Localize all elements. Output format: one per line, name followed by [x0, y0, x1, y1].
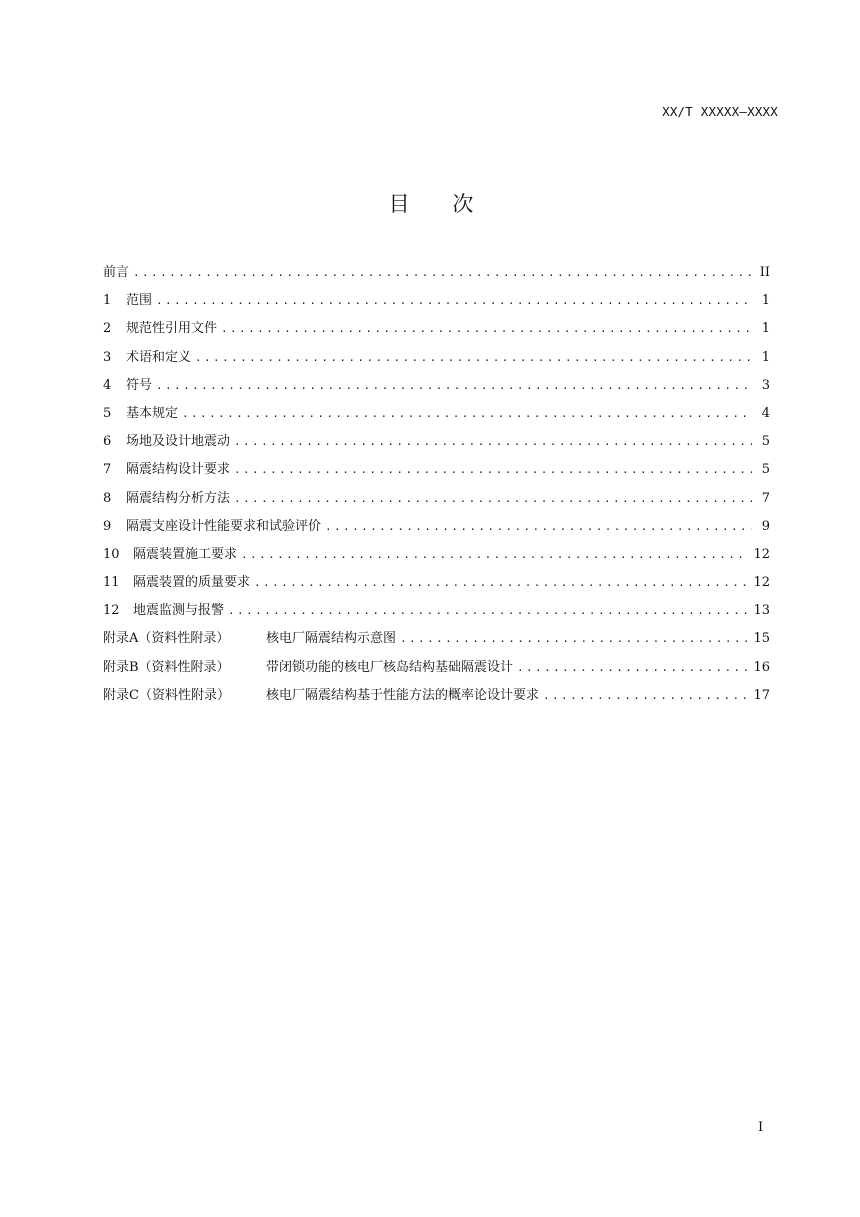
toc-entry-page: 4 — [761, 405, 770, 421]
toc-entry-label: 地震监测与报警 — [133, 603, 225, 619]
toc-dot-leader — [517, 661, 747, 674]
toc-entry-page: 16 — [753, 659, 770, 675]
toc-entry-label: 前言 — [103, 265, 130, 280]
toc-entry-page: 7 — [761, 490, 770, 506]
toc-entry-7[interactable] — [103, 458, 770, 486]
toc-entry-6[interactable] — [103, 430, 770, 458]
toc-dot-leader — [325, 520, 752, 533]
toc-entry-number: 5 — [103, 405, 112, 421]
toc-entry-label: 隔震装置的质量要求 — [133, 575, 251, 591]
toc-entry-4[interactable] — [103, 374, 770, 402]
toc-entry-label: 核电厂隔震结构示意图 — [266, 631, 397, 647]
toc-dot-leader — [254, 576, 747, 589]
toc-dot-leader — [156, 294, 752, 307]
toc-entry-page: 3 — [761, 377, 770, 393]
toc-dot-leader — [543, 689, 747, 702]
toc-entry-10[interactable] — [103, 543, 770, 571]
toc-entry-page: 17 — [753, 687, 770, 703]
toc-entry-number: 11 — [103, 575, 120, 591]
toc-dot-leader — [234, 463, 752, 476]
toc-entry-page: 5 — [761, 462, 770, 478]
toc-entry-number: 6 — [103, 434, 112, 450]
toc-entry-label: 核电厂隔震结构基于性能方法的概率论设计要求 — [266, 687, 540, 703]
toc-dot-leader — [182, 407, 752, 420]
toc-entry-page: 12 — [753, 546, 770, 562]
page-number: I — [758, 1120, 764, 1135]
toc-entry-5[interactable] — [103, 402, 770, 430]
toc-entry-number: 9 — [103, 518, 112, 534]
toc-dot-leader — [234, 492, 752, 505]
toc-entry-page: 9 — [761, 518, 770, 534]
toc-entry-page: 13 — [753, 603, 770, 619]
toc-entry-number: 附录C（资料性附录） — [103, 687, 230, 703]
toc-entry-page: 1 — [761, 321, 770, 337]
toc-entry-appendix-b[interactable] — [103, 656, 770, 684]
toc-dot-leader — [133, 266, 752, 279]
page-title: 目 次 — [388, 192, 492, 216]
toc-entry-page: 1 — [761, 293, 770, 309]
toc-entry-9[interactable] — [103, 515, 770, 543]
toc-dot-leader — [241, 548, 747, 561]
toc-entry-label: 隔震装置施工要求 — [133, 546, 238, 562]
toc-entry-page: II — [759, 265, 770, 280]
toc-dot-leader — [195, 351, 752, 364]
toc-entry-page: 15 — [753, 631, 770, 647]
toc-entry-label: 规范性引用文件 — [126, 321, 218, 337]
toc-entry-page: 1 — [761, 349, 770, 365]
toc-entry-label: 场地及设计地震动 — [126, 434, 231, 450]
toc-entry-number: 3 — [103, 349, 112, 365]
toc-entry-number: 4 — [103, 377, 112, 393]
toc-entry-1[interactable] — [103, 289, 770, 317]
toc-entry-2[interactable] — [103, 317, 770, 345]
standard-code: XX/T XXXXX—XXXX — [662, 104, 778, 119]
toc-entry-label: 带闭锁功能的核电厂核岛结构基础隔震设计 — [266, 659, 514, 675]
table-of-contents — [103, 261, 770, 712]
toc-entry-number: 附录A（资料性附录） — [103, 631, 230, 647]
toc-entry-number: 8 — [103, 490, 112, 506]
toc-dot-leader — [221, 322, 752, 335]
toc-entry-label: 基本规定 — [126, 405, 179, 421]
toc-entry-11[interactable] — [103, 571, 770, 599]
toc-entry-label: 隔震结构分析方法 — [126, 490, 231, 506]
toc-entry-label: 隔震支座设计性能要求和试验评价 — [126, 518, 322, 534]
toc-entry-3[interactable] — [103, 346, 770, 374]
toc-dot-leader — [400, 632, 747, 645]
toc-entry-label: 术语和定义 — [126, 349, 192, 365]
toc-entry-12[interactable] — [103, 599, 770, 627]
toc-entry-number: 2 — [103, 321, 112, 337]
toc-entry-label: 范围 — [126, 293, 153, 309]
toc-entry-preface[interactable] — [103, 261, 770, 289]
toc-entry-number: 12 — [103, 603, 120, 619]
toc-entry-number: 附录B（资料性附录） — [103, 659, 230, 675]
toc-dot-leader — [156, 379, 752, 392]
toc-entry-page: 5 — [761, 434, 770, 450]
toc-entry-label: 符号 — [126, 377, 153, 393]
toc-entry-label: 隔震结构设计要求 — [126, 462, 231, 478]
toc-entry-number: 10 — [103, 546, 120, 562]
toc-entry-8[interactable] — [103, 487, 770, 515]
toc-dot-leader — [234, 435, 752, 448]
toc-entry-number: 7 — [103, 462, 112, 478]
toc-entry-number: 1 — [103, 293, 112, 309]
toc-entry-page: 12 — [753, 575, 770, 591]
toc-entry-appendix-a[interactable] — [103, 627, 770, 655]
toc-entry-appendix-c[interactable] — [103, 684, 770, 712]
toc-dot-leader — [228, 604, 747, 617]
